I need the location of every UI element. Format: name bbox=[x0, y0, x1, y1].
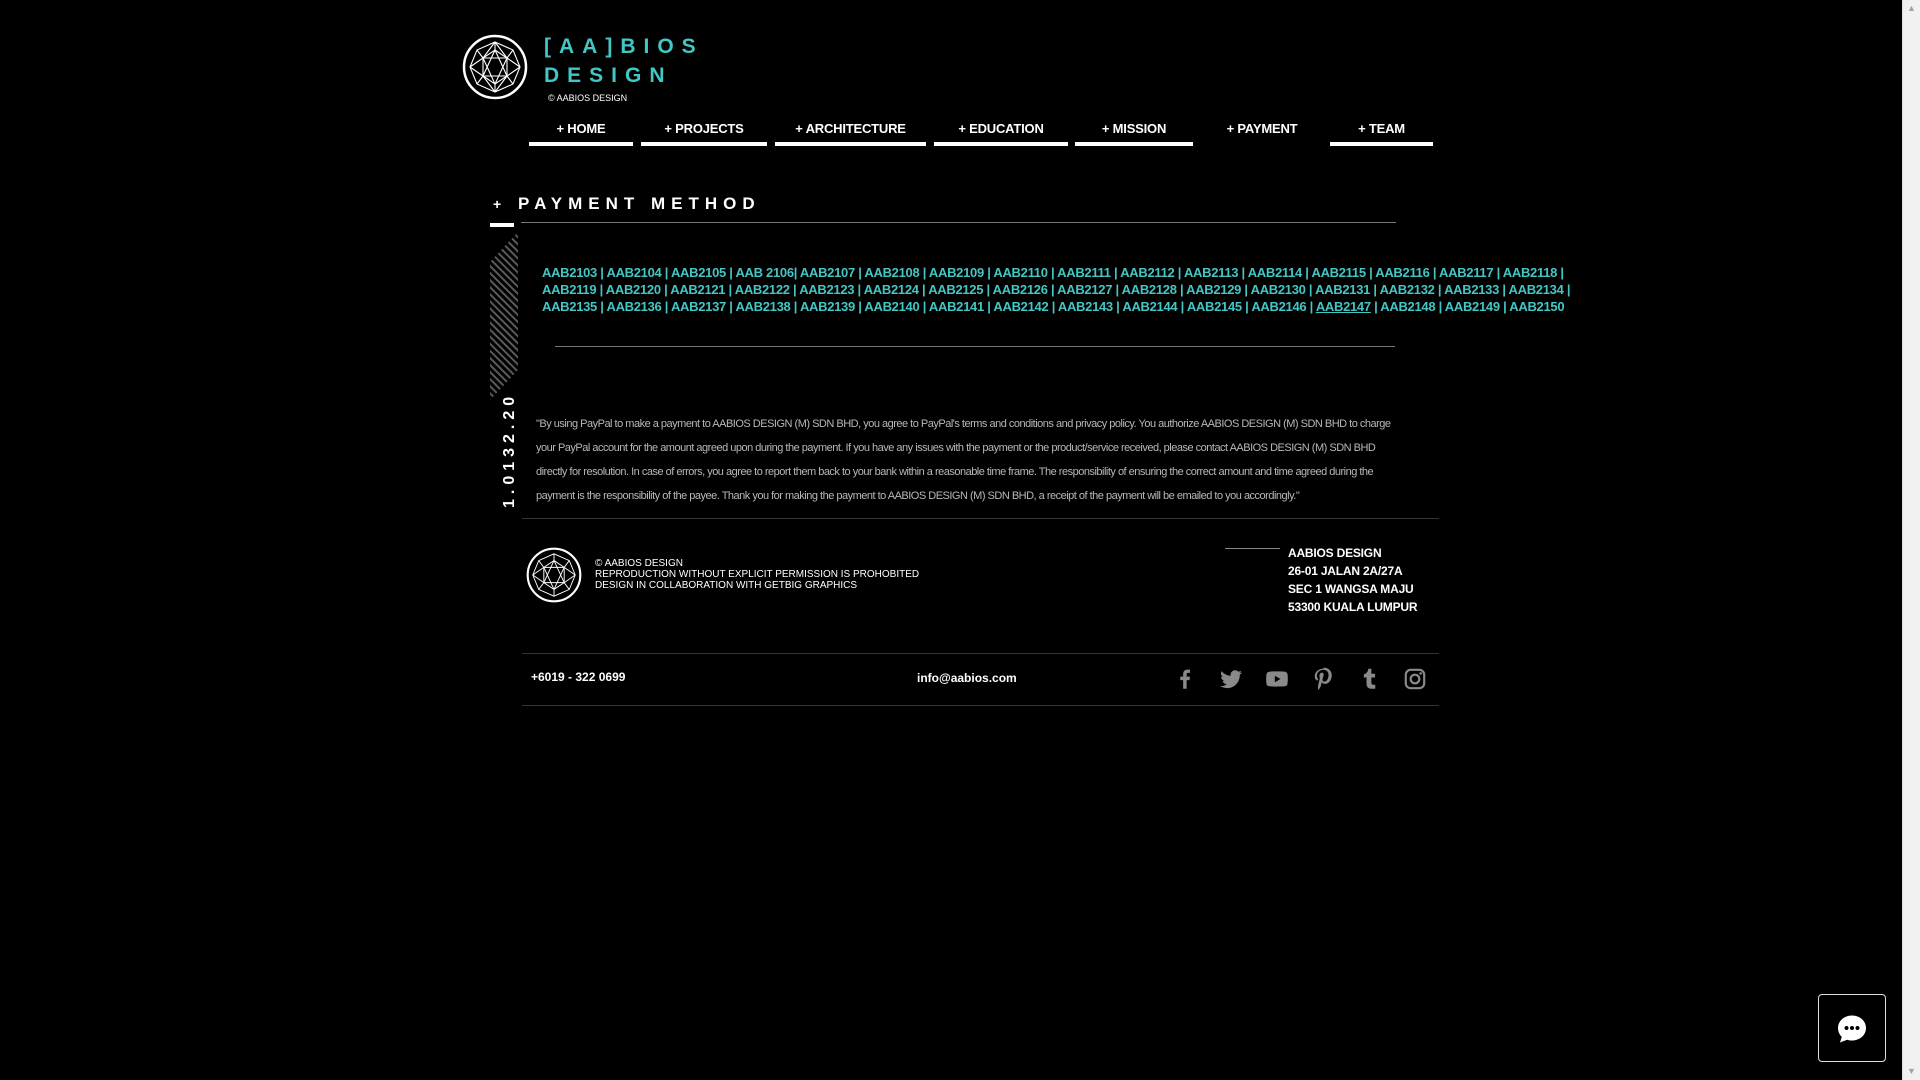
code-separator: | bbox=[1370, 299, 1381, 314]
footer-copyright bbox=[595, 558, 919, 591]
payment-code-link[interactable]: AAB2132 bbox=[1379, 282, 1435, 297]
code-separator: | bbox=[790, 299, 800, 314]
footer-address bbox=[1288, 544, 1417, 616]
brand-name bbox=[544, 32, 704, 90]
payment-code-link[interactable]: AAB2112 bbox=[1120, 265, 1175, 280]
code-separator: | bbox=[1110, 265, 1121, 280]
payment-code-link[interactable]: AAB2117 bbox=[1439, 265, 1494, 280]
section-title-underline bbox=[490, 223, 514, 227]
nav-underline bbox=[641, 142, 767, 146]
nav-team-label: + TEAM bbox=[1358, 121, 1405, 136]
code-separator: | bbox=[983, 265, 994, 280]
payment-code-link[interactable]: AAB2130 bbox=[1250, 282, 1306, 297]
payment-code-link[interactable]: AAB2103 bbox=[542, 265, 597, 280]
payment-code-link[interactable]: AAB2141 bbox=[928, 299, 984, 314]
payment-code-link[interactable]: AAB2121 bbox=[670, 282, 726, 297]
header-copyright: © AABIOS DESIGN bbox=[548, 93, 628, 103]
footer-divider bbox=[522, 518, 1439, 519]
payment-code-link[interactable]: AAB2114 bbox=[1247, 265, 1302, 280]
payment-code-link[interactable]: AAB2123 bbox=[799, 282, 855, 297]
code-separator: | bbox=[1176, 282, 1187, 297]
code-separator: | bbox=[725, 265, 736, 280]
scroll-up-icon[interactable]: ▲ bbox=[1907, 3, 1916, 13]
code-row bbox=[542, 281, 1571, 298]
code-separator: | bbox=[725, 282, 735, 297]
chat-bubble-icon bbox=[1819, 995, 1885, 1061]
code-separator: | bbox=[725, 299, 736, 314]
code-separator: | bbox=[1435, 299, 1445, 314]
code-separator: | bbox=[1112, 282, 1122, 297]
footer-copyright-line: DESIGN IN COLLABORATION WITH GETBIG GRAPHICS bbox=[595, 580, 858, 591]
payment-code-link[interactable]: AAB2143 bbox=[1057, 299, 1113, 314]
code-row bbox=[542, 298, 1565, 315]
code-separator: | bbox=[854, 299, 865, 314]
content-divider bbox=[555, 346, 1395, 347]
code-separator: | bbox=[1238, 265, 1248, 280]
nav-mission-label: + MISSION bbox=[1101, 121, 1167, 136]
brand-name-line1: [AA]BIOS bbox=[544, 35, 704, 58]
payment-code-link[interactable]: AAB2105 bbox=[670, 265, 726, 280]
address-divider bbox=[1225, 548, 1280, 549]
code-separator: | bbox=[1370, 282, 1380, 297]
code-separator: | bbox=[661, 265, 671, 280]
code-separator: | bbox=[1047, 265, 1058, 280]
payment-code-link[interactable]: AAB2131 bbox=[1315, 282, 1371, 297]
payment-code-link[interactable]: AAB2118 bbox=[1502, 265, 1558, 280]
payment-code-list bbox=[542, 264, 1571, 315]
instagram-icon[interactable] bbox=[1402, 666, 1428, 692]
payment-code-link[interactable]: AAB2125 bbox=[928, 282, 984, 297]
payment-code-link[interactable]: AAB2126 bbox=[992, 282, 1048, 297]
nav-architecture[interactable] bbox=[775, 118, 926, 146]
code-separator: | bbox=[1557, 265, 1564, 280]
payment-code-link[interactable]: AAB2124 bbox=[863, 282, 919, 297]
code-separator: | bbox=[596, 282, 606, 297]
code-separator: | bbox=[1365, 265, 1376, 280]
phone-number[interactable]: +6019 - 322 0699 bbox=[531, 670, 626, 684]
code-separator: | bbox=[793, 265, 800, 280]
nav-underline bbox=[934, 142, 1068, 146]
chat-widget-button[interactable] bbox=[1818, 994, 1886, 1062]
code-separator: | bbox=[1302, 265, 1312, 280]
payment-code-link[interactable]: AAB2150 bbox=[1509, 299, 1565, 314]
code-separator: | bbox=[1241, 299, 1252, 314]
footer-logo-icon[interactable] bbox=[526, 547, 582, 603]
footer-copyright-line: REPRODUCTION WITHOUT EXPLICIT PERMISSION IS PROHOBITED bbox=[595, 569, 920, 580]
payment-code-link[interactable]: AAB2133 bbox=[1444, 282, 1500, 297]
payment-code-link[interactable]: AAB2113 bbox=[1183, 265, 1239, 280]
footer-divider bbox=[522, 653, 1439, 654]
payment-code-link[interactable]: AAB2127 bbox=[1057, 282, 1113, 297]
code-separator: | bbox=[661, 299, 671, 314]
payment-code-link[interactable]: AAB2137 bbox=[670, 299, 726, 314]
section-plus: + bbox=[493, 196, 502, 212]
payment-code-link[interactable]: AAB2136 bbox=[606, 299, 662, 314]
nav-architecture-label: + ARCHITECTURE bbox=[795, 121, 906, 136]
hatch-decoration bbox=[490, 232, 518, 400]
nav-projects[interactable] bbox=[641, 118, 767, 146]
code-separator: | bbox=[1112, 299, 1123, 314]
nav-mission[interactable] bbox=[1075, 118, 1193, 146]
payment-code-link[interactable]: AAB2139 bbox=[799, 299, 855, 314]
payment-code-link[interactable]: AAB2122 bbox=[734, 282, 790, 297]
nav-projects-label: + PROJECTS bbox=[664, 121, 744, 136]
code-separator: | bbox=[854, 282, 864, 297]
code-separator: | bbox=[1174, 265, 1184, 280]
pinterest-icon[interactable] bbox=[1310, 666, 1336, 692]
address-line: SEC 1 WANGSA MAJU bbox=[1288, 582, 1414, 596]
payment-code-link[interactable]: AAB2144 bbox=[1122, 299, 1178, 314]
code-separator: | bbox=[1305, 282, 1316, 297]
nav-education-label: + EDUCATION bbox=[958, 121, 1044, 136]
payment-code-link[interactable]: AAB2104 bbox=[606, 265, 662, 280]
code-separator: | bbox=[983, 282, 993, 297]
nav-underline bbox=[1075, 142, 1193, 146]
nav-home-label: + HOME bbox=[556, 121, 606, 136]
code-separator: | bbox=[854, 265, 865, 280]
payment-code-link[interactable]: AAB2108 bbox=[864, 265, 920, 280]
nav-underline bbox=[775, 142, 926, 146]
payment-code-link[interactable]: AAB2142 bbox=[993, 299, 1049, 314]
code-separator: | bbox=[919, 265, 929, 280]
tumblr-icon[interactable] bbox=[1356, 666, 1382, 692]
section-title: PAYMENT METHOD bbox=[518, 194, 761, 213]
code-separator: | bbox=[1177, 299, 1187, 314]
payment-code-link[interactable]: AAB2148 bbox=[1380, 299, 1436, 314]
address-line: 26-01 JALAN 2A/27A bbox=[1288, 564, 1403, 578]
facebook-icon[interactable] bbox=[1172, 666, 1198, 692]
code-separator: | bbox=[1047, 282, 1058, 297]
payment-code-link[interactable]: AAB2120 bbox=[605, 282, 661, 297]
payment-code-link[interactable]: AAB2134 bbox=[1508, 282, 1564, 297]
code-separator: | bbox=[1499, 282, 1509, 297]
nav-underline bbox=[529, 142, 633, 146]
payment-code-link[interactable]: AAB2119 bbox=[542, 282, 597, 297]
paypal-disclaimer: "By using PayPal to make a payment to AABIOS DESIGN (M) SDN BHD, you agree to PayPal's terms and conditions and privacy policy. You authorize AABIOS DESIGN (M) SDN BHD to charge your PayPal account for the amount agreed upon during the payment. If you have any issues with the payment or the product/service received, please contact AABIOS DESIGN (M) SDN BHD directly for resolution. In case of errors, you agree to report them back to your bank within a reasonable time frame. The responsibility of ensuring the correct amount and time agreed during the payment is the responsibility of the payee. Thank you for making the payment to AABIOS DESIGN (M) SDN BHD, a receipt of the payment will be emailed to you accordingly." bbox=[536, 418, 1391, 502]
payment-code-link[interactable]: AAB2146 bbox=[1251, 299, 1307, 314]
payment-code-link[interactable]: AAB2110 bbox=[993, 265, 1048, 280]
code-separator: | bbox=[1429, 265, 1440, 280]
payment-code-link[interactable]: AAB2149 bbox=[1444, 299, 1500, 314]
code-separator: | bbox=[918, 282, 929, 297]
address-line: AABIOS DESIGN bbox=[1288, 546, 1382, 560]
nav-payment-label: + PAYMENT bbox=[1226, 121, 1298, 136]
code-separator: | bbox=[597, 299, 607, 314]
code-separator: | bbox=[1563, 282, 1571, 297]
address-line: 53300 KUALA LUMPUR bbox=[1288, 600, 1418, 614]
code-separator: | bbox=[983, 299, 994, 314]
code-row bbox=[542, 264, 1564, 281]
footer-divider bbox=[522, 705, 1439, 706]
code-separator: | bbox=[1241, 282, 1251, 297]
scroll-down-icon[interactable]: ▼ bbox=[1907, 1066, 1916, 1076]
payment-code-link[interactable]: AAB2138 bbox=[735, 299, 791, 314]
code-separator: | bbox=[1306, 299, 1316, 314]
nav-payment[interactable] bbox=[1200, 118, 1324, 146]
payment-code-link[interactable]: AAB2116 bbox=[1375, 265, 1430, 280]
payment-code-link[interactable]: AAB2109 bbox=[928, 265, 984, 280]
logo-icon[interactable] bbox=[462, 34, 528, 100]
code-separator: | bbox=[1048, 299, 1058, 314]
payment-code-link[interactable]: AAB 2106 bbox=[735, 265, 794, 280]
twitter-icon[interactable] bbox=[1218, 666, 1244, 692]
nav-team[interactable] bbox=[1330, 118, 1433, 146]
footer-copyright-line: © AABIOS DESIGN bbox=[595, 558, 683, 569]
payment-code-link[interactable]: AAB2147 bbox=[1315, 299, 1371, 314]
youtube-icon[interactable] bbox=[1264, 666, 1290, 692]
side-number: 1.0132.20 bbox=[501, 391, 518, 508]
nav-education[interactable] bbox=[934, 118, 1068, 146]
payment-code-link[interactable]: AAB2115 bbox=[1311, 265, 1366, 280]
code-separator: | bbox=[1434, 282, 1445, 297]
payment-code-link[interactable]: AAB2128 bbox=[1121, 282, 1177, 297]
payment-code-link[interactable]: AAB2145 bbox=[1186, 299, 1242, 314]
code-separator: | bbox=[660, 282, 671, 297]
payment-code-link[interactable]: AAB2107 bbox=[799, 265, 855, 280]
nav-home[interactable] bbox=[529, 118, 633, 146]
code-separator: | bbox=[919, 299, 929, 314]
email-link[interactable]: info@aabios.com bbox=[917, 671, 1017, 685]
payment-code-link[interactable]: AAB2135 bbox=[542, 299, 597, 314]
code-separator: | bbox=[1493, 265, 1503, 280]
code-separator: | bbox=[597, 265, 607, 280]
section-divider bbox=[521, 222, 1396, 223]
code-separator: | bbox=[1499, 299, 1510, 314]
payment-code-link[interactable]: AAB2111 bbox=[1057, 265, 1111, 280]
page-scrollbar[interactable] bbox=[1902, 0, 1920, 1080]
brand-name-line2: DESIGN bbox=[544, 64, 673, 87]
payment-code-link[interactable]: AAB2140 bbox=[864, 299, 920, 314]
payment-code-link[interactable]: AAB2129 bbox=[1186, 282, 1242, 297]
code-separator: | bbox=[789, 282, 800, 297]
nav-underline bbox=[1330, 142, 1433, 146]
